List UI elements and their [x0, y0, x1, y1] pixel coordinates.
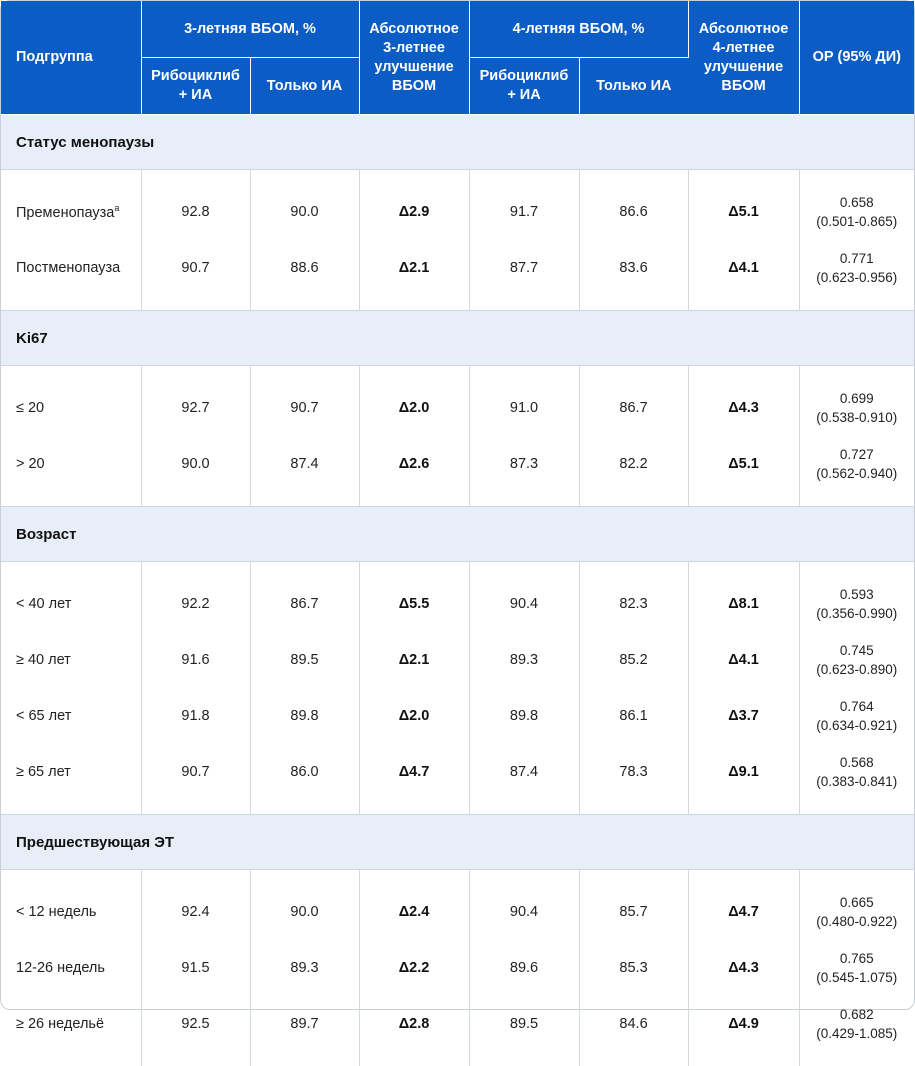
ribo-3y-value: 92.8	[141, 170, 250, 241]
ribo-4y-value: 89.5	[469, 996, 579, 1066]
hazard-ratio-ci: (0.501-0.865)	[804, 212, 911, 231]
row-label	[1, 240, 141, 311]
row-label	[1, 688, 141, 744]
ribo-4y-value: 87.7	[469, 240, 579, 311]
ai-3y-value: 87.4	[250, 436, 359, 507]
ai-3y-value: 89.7	[250, 996, 359, 1066]
hazard-ratio	[799, 170, 914, 241]
row-label	[1, 744, 141, 815]
row-label-text: > 20	[16, 456, 45, 472]
table-body	[1, 115, 914, 1066]
hazard-ratio	[799, 996, 914, 1066]
abs-4y-improvement: Δ9.1	[688, 744, 799, 815]
hazard-ratio	[799, 744, 914, 815]
hazard-ratio-ci: (0.356-0.990)	[804, 604, 911, 623]
abs-3y-improvement: Δ5.5	[359, 562, 469, 633]
abs-3y-improvement: Δ2.1	[359, 240, 469, 311]
ribo-3y-value: 92.7	[141, 366, 250, 437]
ribo-4y-value: 89.6	[469, 940, 579, 996]
ribo-3y-value: 91.5	[141, 940, 250, 996]
table-row	[1, 744, 914, 815]
ribo-3y-value: 92.2	[141, 562, 250, 633]
abs-4y-improvement: Δ4.7	[688, 870, 799, 941]
ribo-3y-value: 91.6	[141, 632, 250, 688]
table-row	[1, 366, 914, 437]
ai-3y-value: 90.7	[250, 366, 359, 437]
ribo-4y-value: 90.4	[469, 562, 579, 633]
row-label-text: ≤ 20	[16, 400, 44, 416]
header-ribo-4: Рибоциклиб + ИА	[469, 58, 579, 115]
hazard-ratio-value: 0.765	[804, 949, 911, 968]
ribo-4y-value: 90.4	[469, 870, 579, 941]
header-abs3: Абсолютное 3-летнее улучшение ВБОМ	[359, 1, 469, 115]
row-label	[1, 562, 141, 633]
ai-3y-value: 86.7	[250, 562, 359, 633]
ribo-3y-value: 92.5	[141, 996, 250, 1066]
hazard-ratio-ci: (0.623-0.890)	[804, 660, 911, 679]
hazard-ratio-value: 0.568	[804, 753, 911, 772]
abs-4y-improvement: Δ4.9	[688, 996, 799, 1066]
table-row	[1, 940, 914, 996]
row-label-text: ≥ 26 недельё	[16, 1016, 104, 1032]
table-row	[1, 436, 914, 507]
ribo-3y-value: 90.0	[141, 436, 250, 507]
row-label	[1, 940, 141, 996]
abs-4y-improvement: Δ4.1	[688, 632, 799, 688]
table-header	[1, 1, 914, 115]
row-label-text: Пременопауза	[16, 205, 114, 221]
hazard-ratio-ci: (0.562-0.940)	[804, 464, 911, 483]
hazard-ratio-value: 0.593	[804, 585, 911, 604]
hazard-ratio-ci: (0.545-1.075)	[804, 968, 911, 987]
abs-4y-improvement: Δ4.1	[688, 240, 799, 311]
row-label	[1, 436, 141, 507]
ai-4y-value: 83.6	[579, 240, 688, 311]
ai-4y-value: 84.6	[579, 996, 688, 1066]
ai-4y-value: 82.3	[579, 562, 688, 633]
hazard-ratio-value: 0.771	[804, 249, 911, 268]
hazard-ratio-value: 0.727	[804, 445, 911, 464]
abs-4y-improvement: Δ8.1	[688, 562, 799, 633]
abs-4y-improvement: Δ5.1	[688, 170, 799, 241]
table-row	[1, 688, 914, 744]
header-ai-3: Только ИА	[250, 58, 359, 115]
hazard-ratio-ci: (0.634-0.921)	[804, 716, 911, 735]
header-dfs4: 4-летняя ВБОМ, %	[469, 1, 688, 58]
ribo-3y-value: 90.7	[141, 744, 250, 815]
section-row	[1, 507, 914, 562]
abs-3y-improvement: Δ2.8	[359, 996, 469, 1066]
abs-4y-improvement: Δ4.3	[688, 366, 799, 437]
ai-4y-value: 86.6	[579, 170, 688, 241]
row-label	[1, 366, 141, 437]
hazard-ratio-ci: (0.383-0.841)	[804, 772, 911, 791]
ribo-3y-value: 91.8	[141, 688, 250, 744]
table-row	[1, 996, 914, 1066]
ribo-4y-value: 87.3	[469, 436, 579, 507]
ai-3y-value: 89.8	[250, 688, 359, 744]
section-title: Статус менопаузы	[1, 115, 914, 170]
ribo-4y-value: 91.7	[469, 170, 579, 241]
row-label-text: ≥ 65 лет	[16, 764, 71, 780]
abs-4y-improvement: Δ4.3	[688, 940, 799, 996]
ribo-4y-value: 87.4	[469, 744, 579, 815]
ai-4y-value: 86.7	[579, 366, 688, 437]
hazard-ratio-ci: (0.429-1.085)	[804, 1024, 911, 1043]
section-title: Возраст	[1, 507, 914, 562]
row-label	[1, 632, 141, 688]
table-row	[1, 632, 914, 688]
row-label-text: 12-26 недель	[16, 960, 105, 976]
header-ai-4: Только ИА	[579, 58, 688, 115]
ai-4y-value: 86.1	[579, 688, 688, 744]
subgroup-table	[1, 1, 914, 1066]
ai-3y-value: 88.6	[250, 240, 359, 311]
hazard-ratio-value: 0.699	[804, 389, 911, 408]
section-row	[1, 115, 914, 170]
hazard-ratio	[799, 688, 914, 744]
hazard-ratio	[799, 366, 914, 437]
hazard-ratio-ci: (0.480-0.922)	[804, 912, 911, 931]
hazard-ratio-ci: (0.538-0.910)	[804, 408, 911, 427]
hazard-ratio-value: 0.658	[804, 193, 911, 212]
table-row	[1, 170, 914, 241]
hazard-ratio	[799, 240, 914, 311]
abs-3y-improvement: Δ2.6	[359, 436, 469, 507]
row-label-text: < 12 недель	[16, 904, 96, 920]
row-label-text: < 65 лет	[16, 708, 71, 724]
hazard-ratio	[799, 632, 914, 688]
header-ribo-3: Рибоциклиб + ИА	[141, 58, 250, 115]
header-subgroup: Подгруппа	[1, 1, 141, 115]
row-label-text: ≥ 40 лет	[16, 652, 71, 668]
ai-3y-value: 89.3	[250, 940, 359, 996]
hazard-ratio	[799, 870, 914, 941]
ai-3y-value: 90.0	[250, 170, 359, 241]
section-row	[1, 311, 914, 366]
hazard-ratio	[799, 940, 914, 996]
ribo-3y-value: 92.4	[141, 870, 250, 941]
row-label-text: < 40 лет	[16, 596, 71, 612]
table-row	[1, 870, 914, 941]
row-label-text: Постменопауза	[16, 260, 120, 276]
hazard-ratio-value: 0.764	[804, 697, 911, 716]
ai-4y-value: 85.7	[579, 870, 688, 941]
header-dfs3: 3-летняя ВБОМ, %	[141, 1, 359, 58]
header-hr: ОР (95% ДИ)	[799, 1, 914, 115]
row-label	[1, 170, 141, 241]
hazard-ratio-ci: (0.623-0.956)	[804, 268, 911, 287]
ribo-4y-value: 91.0	[469, 366, 579, 437]
ai-4y-value: 85.2	[579, 632, 688, 688]
abs-3y-improvement: Δ2.0	[359, 366, 469, 437]
table-row	[1, 562, 914, 633]
section-row	[1, 815, 914, 870]
hazard-ratio	[799, 436, 914, 507]
header-abs4: Абсолютное 4-летнее улучшение ВБОМ	[688, 1, 799, 115]
row-label	[1, 996, 141, 1066]
abs-3y-improvement: Δ2.0	[359, 688, 469, 744]
table-row	[1, 240, 914, 311]
hazard-ratio-value: 0.665	[804, 893, 911, 912]
abs-3y-improvement: Δ2.4	[359, 870, 469, 941]
hazard-ratio-value: 0.745	[804, 641, 911, 660]
section-title: Предшествующая ЭТ	[1, 815, 914, 870]
ai-3y-value: 86.0	[250, 744, 359, 815]
ribo-3y-value: 90.7	[141, 240, 250, 311]
section-title: Ki67	[1, 311, 914, 366]
abs-3y-improvement: Δ4.7	[359, 744, 469, 815]
footnote-marker: а	[114, 203, 119, 213]
ai-4y-value: 82.2	[579, 436, 688, 507]
row-label	[1, 870, 141, 941]
ai-4y-value: 78.3	[579, 744, 688, 815]
abs-4y-improvement: Δ5.1	[688, 436, 799, 507]
abs-3y-improvement: Δ2.9	[359, 170, 469, 241]
abs-3y-improvement: Δ2.1	[359, 632, 469, 688]
ai-3y-value: 89.5	[250, 632, 359, 688]
hazard-ratio	[799, 562, 914, 633]
ai-3y-value: 90.0	[250, 870, 359, 941]
abs-3y-improvement: Δ2.2	[359, 940, 469, 996]
ribo-4y-value: 89.3	[469, 632, 579, 688]
abs-4y-improvement: Δ3.7	[688, 688, 799, 744]
ribo-4y-value: 89.8	[469, 688, 579, 744]
hazard-ratio-value: 0.682	[804, 1005, 911, 1024]
ai-4y-value: 85.3	[579, 940, 688, 996]
